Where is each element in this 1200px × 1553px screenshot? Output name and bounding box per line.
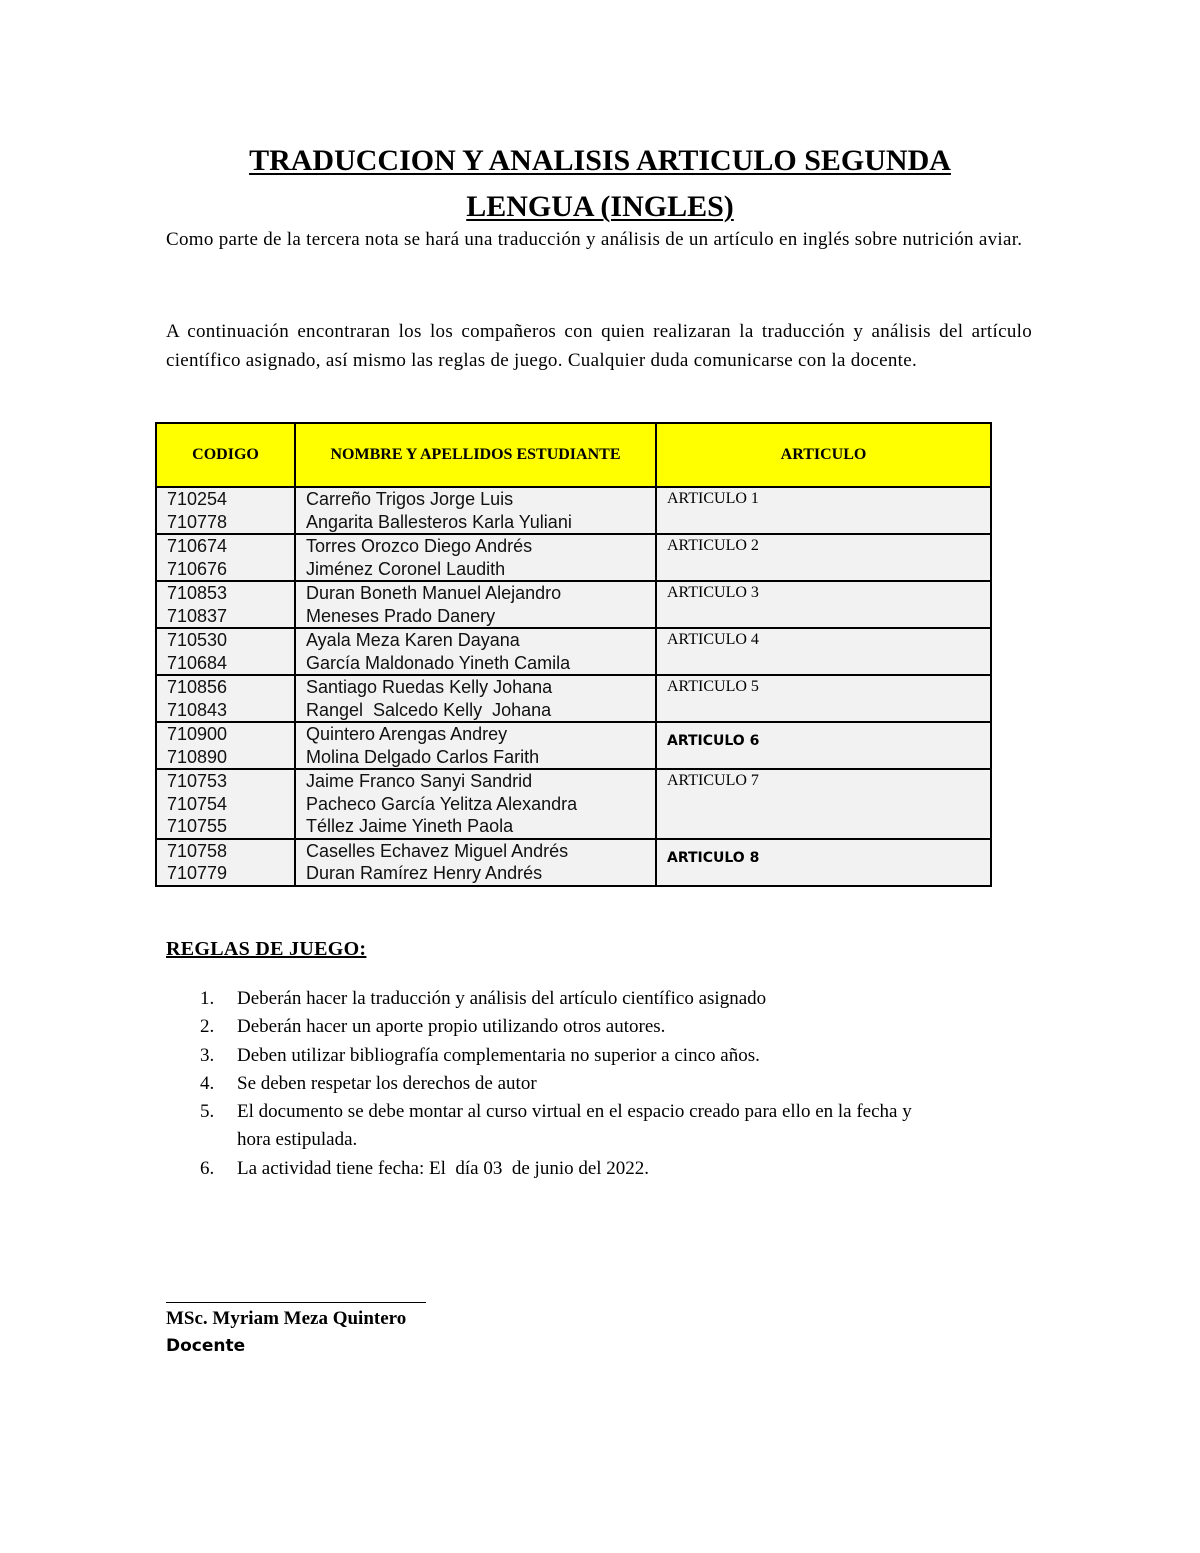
article-cell [656, 722, 991, 769]
rule-item [166, 1042, 1046, 1070]
article-cell: ARTICULO 3 [656, 581, 991, 628]
rule-text: El documento se debe montar al curso virtual en el espacio creado para ello en la fecha y hora estipulada. [237, 1101, 912, 1151]
rule-text: Deberán hacer la traducción y análisis del artículo científico asignado [237, 988, 767, 1009]
student-code: 710676 [167, 558, 228, 579]
code-cell [156, 534, 295, 581]
signature-name: MSc. Myriam Meza Quintero [166, 1308, 407, 1329]
article-cell: ARTICULO 4 [656, 628, 991, 675]
article-cell: ARTICULO 7 [656, 769, 991, 839]
table-row [156, 534, 991, 581]
code-cell [156, 581, 295, 628]
title-line-1: TRADUCCION Y ANALISIS ARTICULO SEGUNDA [249, 144, 951, 177]
rule-number: 1. [200, 988, 215, 1009]
rule-text: Deberán hacer un aporte propio utilizando otros autores. [237, 1016, 666, 1038]
name-cell [295, 628, 656, 675]
table-row [156, 675, 991, 722]
student-code: 710674 [167, 536, 228, 556]
student-code: 710779 [167, 863, 228, 883]
code-cell [156, 675, 295, 722]
student-code: 710753 [167, 771, 228, 791]
rule-number: 6. [200, 1157, 215, 1179]
article-cell [656, 839, 991, 886]
name-cell [295, 487, 656, 534]
rules-title: REGLAS DE JUEGO: [166, 938, 367, 960]
name-cell [295, 534, 656, 581]
rule-text: La actividad tiene fecha: El día 03 de junio del 2022. [237, 1157, 650, 1179]
code-cell [156, 722, 295, 769]
student-name: Caselles Echavez Miguel Andrés [306, 840, 569, 861]
student-code: 710843 [167, 699, 228, 720]
student-code: 710684 [167, 652, 228, 673]
document-title [160, 138, 1040, 230]
table-row [156, 487, 991, 534]
student-code: 710890 [167, 746, 228, 767]
student-name: Duran Boneth Manuel Alejandro [306, 583, 562, 603]
rule-text: Se deben respetar los derechos de autor [237, 1072, 537, 1094]
article-cell: ARTICULO 2 [656, 534, 991, 581]
student-code: 710900 [167, 724, 228, 744]
student-name: Jiménez Coronel Laudith [306, 558, 506, 579]
student-code: 710755 [167, 816, 228, 836]
student-name: Quintero Arengas Andrey [306, 724, 508, 744]
signature-role: Docente [166, 1336, 246, 1356]
code-cell [156, 769, 295, 839]
rule-item [166, 1155, 1046, 1183]
student-code: 710778 [167, 511, 228, 532]
student-name: Ayala Meza Karen Dayana [306, 630, 520, 650]
header-nombre: NOMBRE Y APELLIDOS ESTUDIANTE [295, 423, 656, 487]
name-cell [295, 722, 656, 769]
article-cell: ARTICULO 1 [656, 487, 991, 534]
student-code: 710758 [167, 840, 228, 861]
header-codigo: CODIGO [156, 423, 295, 487]
student-name: Santiago Ruedas Kelly Johana [306, 677, 553, 697]
rule-number: 5. [200, 1101, 215, 1123]
title-line-2: LENGUA (INGLES) [466, 190, 734, 223]
table-row [156, 769, 991, 839]
students-table [155, 422, 992, 887]
student-name: Duran Ramírez Henry Andrés [306, 863, 543, 883]
student-name: Jaime Franco Sanyi Sandrid [306, 771, 533, 791]
table-header-row [156, 423, 991, 487]
student-name: Molina Delgado Carlos Farith [306, 746, 540, 767]
name-cell [295, 839, 656, 886]
student-name: Carreño Trigos Jorge Luis [306, 489, 514, 509]
rules-list [166, 985, 1046, 1183]
rule-item [166, 1098, 1046, 1155]
rule-number: 3. [200, 1044, 215, 1066]
table-row [156, 839, 991, 886]
student-code: 710853 [167, 583, 228, 603]
name-cell [295, 769, 656, 839]
code-cell [156, 628, 295, 675]
student-name: Téllez Jaime Yineth Paola [306, 816, 514, 836]
rule-text: Deben utilizar bibliografía complementaria no superior a cinco años. [237, 1044, 760, 1066]
rule-item [166, 985, 1046, 1013]
student-name: Pacheco García Yelitza Alexandra [306, 793, 578, 814]
table-row [156, 722, 991, 769]
student-name: Rangel Salcedo Kelly Johana [306, 699, 552, 720]
article-cell: ARTICULO 5 [656, 675, 991, 722]
student-name: Angarita Ballesteros Karla Yuliani [306, 511, 572, 532]
student-name: Meneses Prado Danery [306, 605, 496, 626]
student-code: 710856 [167, 677, 228, 697]
intro-paragraph-1: Como parte de la tercera nota se hará una traducción y análisis de un artículo en inglés sobre nutrición aviar. [166, 229, 1023, 250]
student-name: García Maldonado Yineth Camila [306, 652, 571, 673]
code-cell [156, 487, 295, 534]
name-cell [295, 581, 656, 628]
table-row [156, 628, 991, 675]
student-code: 710754 [167, 793, 228, 814]
rule-item [166, 1013, 1046, 1041]
student-code: 710837 [167, 605, 228, 626]
table-row [156, 581, 991, 628]
student-code: 710530 [167, 630, 228, 650]
rule-number: 2. [200, 1016, 215, 1038]
student-name: Torres Orozco Diego Andrés [306, 536, 533, 556]
intro-paragraph-2: A continuación encontraran los los compañeros con quien realizaran la traducción y análisis del artículo científico asignado, así mismo las reglas de juego. Cualquier duda comunicarse con la docente. [166, 321, 1032, 371]
code-cell [156, 839, 295, 886]
rule-number: 4. [200, 1072, 215, 1094]
rule-item [166, 1070, 1046, 1098]
name-cell [295, 675, 656, 722]
student-code: 710254 [167, 489, 228, 509]
article-label: ARTICULO 8 [667, 849, 760, 866]
header-articulo: ARTICULO [656, 423, 991, 487]
signature-line [166, 1302, 426, 1303]
article-label: ARTICULO 6 [667, 733, 760, 749]
